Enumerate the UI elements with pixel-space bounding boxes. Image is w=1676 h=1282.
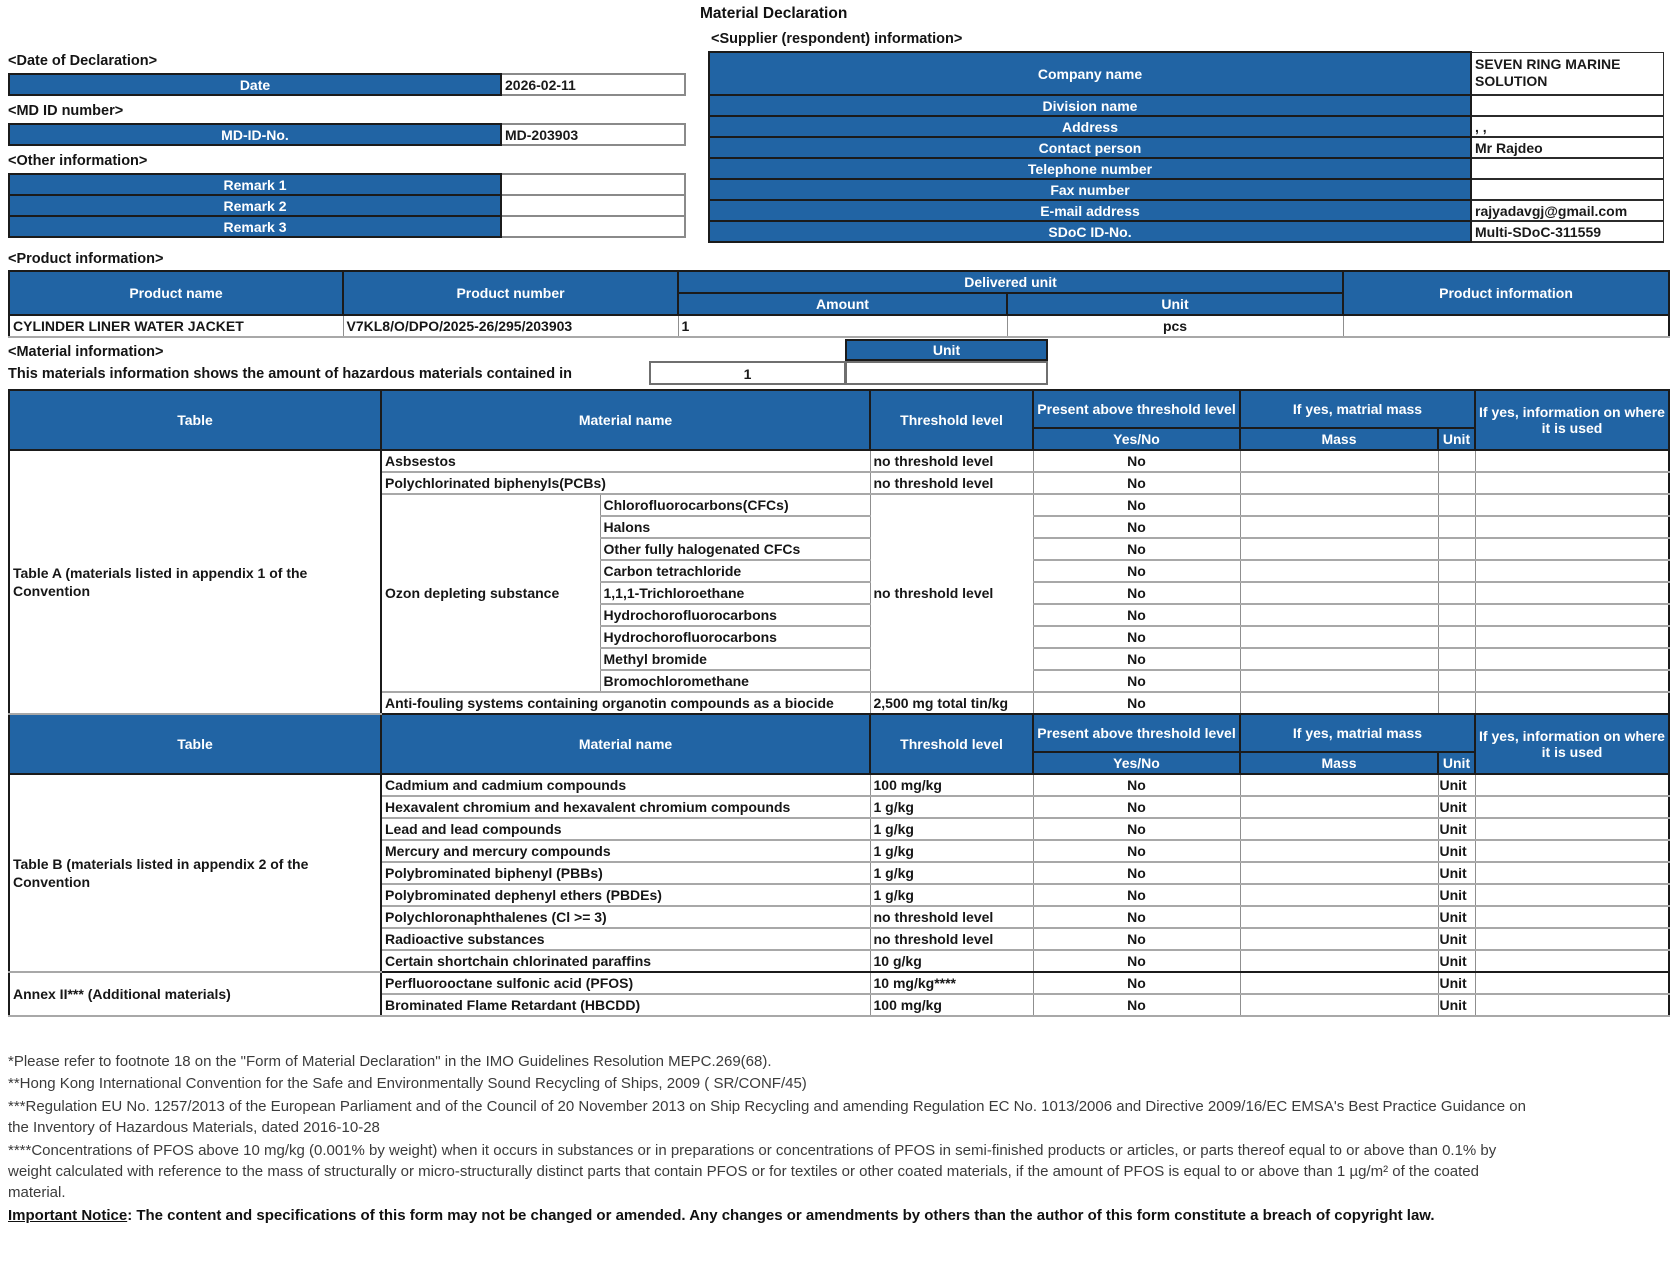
- threshold-cell: 1 g/kg: [870, 884, 1033, 906]
- email-value-cell[interactable]: rajyadavgj@gmail.com: [1471, 200, 1664, 221]
- table-row: [9, 315, 1669, 337]
- table-row: [709, 95, 1664, 116]
- remark-2-value-cell[interactable]: [501, 195, 685, 216]
- info-cell[interactable]: [1475, 472, 1669, 494]
- table-row: [9, 195, 685, 216]
- threshold-cell: no threshold level: [870, 472, 1033, 494]
- important-notice-text: : The content and specifications of this form may not be changed or amended. Any changes or amendments by others than the author of this form constitute a breach of copyright law.: [127, 1206, 1435, 1224]
- unit-cell[interactable]: [1438, 450, 1475, 472]
- present-cell[interactable]: No: [1033, 494, 1240, 516]
- table-row: [709, 158, 1664, 179]
- info-cell[interactable]: [1475, 862, 1669, 884]
- info-cell[interactable]: [1475, 972, 1669, 994]
- material-name-cell: Asbsestos: [381, 450, 870, 472]
- material-name-cell: Polychloronaphthalenes (Cl >= 3): [381, 906, 870, 928]
- md-id-section-heading: <MD ID number>: [8, 103, 124, 119]
- header-yes-no: Yes/No: [1033, 428, 1240, 450]
- material-name-cell: Lead and lead compounds: [381, 818, 870, 840]
- mass-cell[interactable]: [1240, 516, 1438, 538]
- header-threshold-level: Threshold level: [870, 714, 1033, 774]
- table-row: [709, 221, 1664, 242]
- mass-cell[interactable]: [1240, 818, 1438, 840]
- header-delivered-unit: Delivered unit: [678, 271, 1343, 293]
- footnote-2: **Hong Kong International Convention for the Safe and Environmentally Sound Recycling of Ships, 2009 ( SR/CONF/45): [8, 1075, 807, 1093]
- material-name-cell: Chlorofluorocarbons(CFCs): [600, 494, 870, 516]
- mass-cell[interactable]: [1240, 928, 1438, 950]
- material-name-cell: Anti-fouling systems containing organotin compounds as a biocide: [381, 692, 870, 714]
- contained-amount-cell[interactable]: 1: [649, 361, 846, 385]
- amount-cell[interactable]: 1: [678, 315, 1007, 337]
- division-name-label: Division name: [709, 95, 1471, 116]
- present-cell[interactable]: No: [1033, 472, 1240, 494]
- info-cell[interactable]: [1475, 840, 1669, 862]
- material-name-cell: Cadmium and cadmium compounds: [381, 774, 870, 796]
- unit-cell[interactable]: Unit: [1438, 994, 1475, 1016]
- info-cell[interactable]: [1475, 796, 1669, 818]
- mass-cell[interactable]: [1240, 692, 1438, 714]
- material-info-sentence: This materials information shows the amount of hazardous materials contained in: [8, 366, 572, 382]
- remarks-table: [8, 173, 686, 238]
- fax-value-cell[interactable]: [1471, 179, 1664, 200]
- present-cell[interactable]: No: [1033, 560, 1240, 582]
- present-cell[interactable]: No: [1033, 972, 1240, 994]
- unit-cell[interactable]: [1438, 538, 1475, 560]
- threshold-cell: 1 g/kg: [870, 818, 1033, 840]
- threshold-cell: 100 mg/kg: [870, 774, 1033, 796]
- present-cell[interactable]: No: [1033, 774, 1240, 796]
- unit-cell[interactable]: Unit: [1438, 840, 1475, 862]
- table-row: [9, 216, 685, 237]
- header-if-yes-info: If yes, information on where it is used: [1475, 714, 1669, 774]
- material-name-cell: 1,1,1-Trichloroethane: [600, 582, 870, 604]
- header-material-name: Material name: [381, 714, 870, 774]
- materials-table-header-a: [9, 390, 1669, 450]
- table-a-body: [9, 450, 1669, 714]
- mass-cell[interactable]: [1240, 840, 1438, 862]
- threshold-cell: 1 g/kg: [870, 840, 1033, 862]
- material-name-cell: Halons: [600, 516, 870, 538]
- present-cell[interactable]: No: [1033, 450, 1240, 472]
- date-table: [8, 73, 686, 96]
- threshold-cell: no threshold level: [870, 928, 1033, 950]
- product-information-cell[interactable]: [1343, 315, 1669, 337]
- header-if-yes-material-mass: If yes, matrial mass: [1240, 390, 1475, 428]
- telephone-label: Telephone number: [709, 158, 1471, 179]
- ozone-group-label: Ozon depleting substance: [381, 494, 600, 692]
- material-name-cell: Hexavalent chromium and hexavalent chromium compounds: [381, 796, 870, 818]
- present-cell[interactable]: No: [1033, 626, 1240, 648]
- header-if-yes-material-mass: If yes, matrial mass: [1240, 714, 1475, 752]
- info-cell[interactable]: [1475, 906, 1669, 928]
- product-name-cell[interactable]: CYLINDER LINER WATER JACKET: [9, 315, 343, 337]
- info-cell[interactable]: [1475, 560, 1669, 582]
- info-cell[interactable]: [1475, 884, 1669, 906]
- sdoc-id-label: SDoC ID-No.: [709, 221, 1471, 242]
- info-cell[interactable]: [1475, 648, 1669, 670]
- unit-cell[interactable]: [1438, 626, 1475, 648]
- material-name-cell: Hydrochorofluorocarbons: [600, 626, 870, 648]
- info-cell[interactable]: [1475, 494, 1669, 516]
- mass-cell[interactable]: [1240, 538, 1438, 560]
- table-row: [9, 972, 1669, 994]
- threshold-cell: no threshold level: [870, 906, 1033, 928]
- footnote-4: ****Concentrations of PFOS above 10 mg/kg (0.001% by weight) when it occurs in substances or in preparations or concentrations of PFOS in semi-finished products or articles, or parts thereof equal to or above than 0.1% by weight calculated with reference to the mass of structurally or micro-structurally distinct parts that contain PFOS or for textiles or other coated materials, if the amount of PFOS is equal to or above than 1 µg/m² of the coated material.: [8, 1141, 1497, 1202]
- header-present-above-threshold: Present above threshold level: [1033, 390, 1240, 428]
- mass-cell[interactable]: [1240, 604, 1438, 626]
- info-cell[interactable]: [1475, 692, 1669, 714]
- mass-cell[interactable]: [1240, 582, 1438, 604]
- table-row: [9, 450, 1669, 472]
- unit-cell[interactable]: Unit: [1438, 950, 1475, 972]
- present-cell[interactable]: No: [1033, 840, 1240, 862]
- info-cell[interactable]: [1475, 582, 1669, 604]
- mass-cell[interactable]: [1240, 994, 1438, 1016]
- material-name-cell: Perfluorooctane sulfonic acid (PFOS): [381, 972, 870, 994]
- unit-header: Unit: [845, 339, 1048, 361]
- info-cell[interactable]: [1475, 928, 1669, 950]
- material-section-heading: <Material information>: [8, 344, 164, 360]
- info-cell[interactable]: [1475, 774, 1669, 796]
- mass-cell[interactable]: [1240, 494, 1438, 516]
- table-a-label: Table A (materials listed in appendix 1 of the Convention: [9, 450, 381, 714]
- table-row: [709, 116, 1664, 137]
- threshold-cell: no threshold level: [870, 450, 1033, 472]
- material-name-cell: Bromochloromethane: [600, 670, 870, 692]
- contact-person-value-cell[interactable]: Mr Rajdeo: [1471, 137, 1664, 158]
- unit-cell[interactable]: Unit: [1438, 818, 1475, 840]
- unit-cell[interactable]: Unit: [1438, 796, 1475, 818]
- table-row: [9, 74, 685, 95]
- header-row: [9, 714, 1669, 752]
- address-value-cell[interactable]: , ,: [1471, 116, 1664, 137]
- present-cell[interactable]: No: [1033, 582, 1240, 604]
- header-product-number: Product number: [343, 271, 678, 315]
- md-id-value-cell[interactable]: MD-203903: [501, 124, 685, 145]
- contact-person-label: Contact person: [709, 137, 1471, 158]
- header-row: [9, 390, 1669, 428]
- info-cell[interactable]: [1475, 670, 1669, 692]
- mass-cell[interactable]: [1240, 560, 1438, 582]
- unit-cell[interactable]: Unit: [1438, 774, 1475, 796]
- declaration-section: [8, 52, 686, 244]
- materials-table: [8, 389, 1670, 1017]
- material-name-cell: Polybrominated biphenyl (PBBs): [381, 862, 870, 884]
- unit-cell[interactable]: [1438, 472, 1475, 494]
- table-row: [9, 124, 685, 145]
- header-threshold-level: Threshold level: [870, 390, 1033, 450]
- threshold-cell: 2,500 mg total tin/kg: [870, 692, 1033, 714]
- threshold-cell: 10 g/kg: [870, 950, 1033, 972]
- info-cell[interactable]: [1475, 538, 1669, 560]
- md-id-table: [8, 123, 686, 146]
- header-product-name: Product name: [9, 271, 343, 315]
- mass-cell[interactable]: [1240, 862, 1438, 884]
- mass-cell[interactable]: [1240, 972, 1438, 994]
- other-info-section-heading: <Other information>: [8, 153, 148, 169]
- unit-cell[interactable]: Unit: [1438, 972, 1475, 994]
- unit-cell[interactable]: Unit: [1438, 906, 1475, 928]
- annex-label: Annex II*** (Additional materials): [9, 972, 381, 1016]
- footnotes: [8, 1051, 1538, 1227]
- address-label: Address: [709, 116, 1471, 137]
- unit-cell[interactable]: [1438, 494, 1475, 516]
- present-cell[interactable]: No: [1033, 928, 1240, 950]
- remark-3-value-cell[interactable]: [501, 216, 685, 237]
- table-row: [709, 200, 1664, 221]
- mass-cell[interactable]: [1240, 670, 1438, 692]
- present-cell[interactable]: No: [1033, 906, 1240, 928]
- unit-cell[interactable]: [1438, 670, 1475, 692]
- present-cell[interactable]: No: [1033, 884, 1240, 906]
- supplier-section-heading: <Supplier (respondent) information>: [711, 31, 963, 47]
- header-table: Table: [9, 390, 381, 450]
- materials-table-header-b: [9, 714, 1669, 774]
- unit-cell[interactable]: Unit: [1438, 862, 1475, 884]
- material-name-cell: Other fully halogenated CFCs: [600, 538, 870, 560]
- supplier-table: [708, 51, 1664, 243]
- table-row: [709, 179, 1664, 200]
- threshold-cell: no threshold level: [870, 494, 1033, 692]
- present-cell[interactable]: No: [1033, 692, 1240, 714]
- telephone-value-cell[interactable]: [1471, 158, 1664, 179]
- header-material-name: Material name: [381, 390, 870, 450]
- remark-1-label: Remark 1: [9, 174, 501, 195]
- mass-cell[interactable]: [1240, 906, 1438, 928]
- mass-cell[interactable]: [1240, 472, 1438, 494]
- important-notice-label: Important Notice: [8, 1206, 128, 1224]
- header-mass: Mass: [1240, 752, 1438, 774]
- date-section-heading: <Date of Declaration>: [8, 53, 158, 69]
- page-title: Material Declaration: [700, 5, 848, 22]
- important-notice: [8, 1205, 1538, 1226]
- header-unit: Unit: [1007, 293, 1343, 315]
- sdoc-id-value-cell[interactable]: Multi-SDoC-311559: [1471, 221, 1664, 242]
- table-b-body: [9, 774, 1669, 972]
- footnote-1: *Please refer to footnote 18 on the "Form of Material Declaration" in the IMO Guidelines Resolution MEPC.269(68).: [8, 1053, 772, 1070]
- present-cell[interactable]: No: [1033, 604, 1240, 626]
- present-cell[interactable]: No: [1033, 516, 1240, 538]
- header-mass: Mass: [1240, 428, 1438, 450]
- product-number-cell[interactable]: V7KL8/O/DPO/2025-26/295/203903: [343, 315, 678, 337]
- info-cell[interactable]: [1475, 626, 1669, 648]
- material-name-cell: Polychlorinated biphenyls(PCBs): [381, 472, 870, 494]
- date-value-cell[interactable]: 2026-02-11: [501, 74, 685, 95]
- mass-cell[interactable]: [1240, 796, 1438, 818]
- info-cell[interactable]: [1475, 604, 1669, 626]
- present-cell[interactable]: No: [1033, 648, 1240, 670]
- company-name-value-cell[interactable]: SEVEN RING MARINE SOLUTION: [1471, 52, 1664, 95]
- unit-cell[interactable]: [1438, 604, 1475, 626]
- info-cell[interactable]: [1475, 950, 1669, 972]
- table-b-label: Table B (materials listed in appendix 2 of the Convention: [9, 774, 381, 972]
- unit-cell[interactable]: [1438, 516, 1475, 538]
- mass-cell[interactable]: [1240, 774, 1438, 796]
- material-name-cell: Methyl bromide: [600, 648, 870, 670]
- division-name-value-cell[interactable]: [1471, 95, 1664, 116]
- footnote-3: ***Regulation EU No. 1257/2013 of the European Parliament and of the Council of 20 November 2013 on Ship Recycling and amending Regulation EC No. 1013/2006 and Directive 2009/16/EC EMSA's Best Practice Guidance on the Inventory of Hazardous Materials, dated 2016-10-28: [8, 1097, 1526, 1137]
- company-name-label: Company name: [709, 52, 1471, 95]
- unit-cell[interactable]: [1438, 560, 1475, 582]
- info-cell[interactable]: [1475, 994, 1669, 1016]
- present-cell[interactable]: No: [1033, 862, 1240, 884]
- material-name-cell: Hydrochorofluorocarbons: [600, 604, 870, 626]
- table-row: [9, 774, 1669, 796]
- table-row: [709, 52, 1664, 95]
- threshold-cell: 10 mg/kg****: [870, 972, 1033, 994]
- info-cell[interactable]: [1475, 516, 1669, 538]
- unit-cell[interactable]: Unit: [1438, 928, 1475, 950]
- present-cell[interactable]: No: [1033, 950, 1240, 972]
- mass-cell[interactable]: [1240, 884, 1438, 906]
- header-row: [9, 271, 1669, 293]
- threshold-cell: 100 mg/kg: [870, 994, 1033, 1016]
- present-cell[interactable]: No: [1033, 670, 1240, 692]
- remark-3-label: Remark 3: [9, 216, 501, 237]
- present-cell[interactable]: No: [1033, 994, 1240, 1016]
- header-table: Table: [9, 714, 381, 774]
- header-yes-no: Yes/No: [1033, 752, 1240, 774]
- remark-1-value-cell[interactable]: [501, 174, 685, 195]
- material-name-cell: Radioactive substances: [381, 928, 870, 950]
- present-cell[interactable]: No: [1033, 796, 1240, 818]
- material-name-cell: Carbon tetrachloride: [600, 560, 870, 582]
- unit-cell[interactable]: [1438, 692, 1475, 714]
- header-if-yes-info: If yes, information on where it is used: [1475, 390, 1669, 450]
- table-row: [9, 174, 685, 195]
- material-name-cell: Mercury and mercury compounds: [381, 840, 870, 862]
- unit-cell[interactable]: pcs: [1007, 315, 1343, 337]
- material-name-cell: Polybrominated dephenyl ethers (PBDEs): [381, 884, 870, 906]
- annex-body: [9, 972, 1669, 1016]
- header-product-information: Product information: [1343, 271, 1669, 315]
- info-cell[interactable]: [1475, 450, 1669, 472]
- mass-cell[interactable]: [1240, 450, 1438, 472]
- header-amount: Amount: [678, 293, 1007, 315]
- info-cell[interactable]: [1475, 818, 1669, 840]
- product-section-heading: <Product information>: [8, 251, 164, 267]
- threshold-cell: 1 g/kg: [870, 862, 1033, 884]
- threshold-cell: 1 g/kg: [870, 796, 1033, 818]
- fax-label: Fax number: [709, 179, 1471, 200]
- product-table: [8, 270, 1670, 338]
- header-present-above-threshold: Present above threshold level: [1033, 714, 1240, 752]
- unit-cell[interactable]: [1438, 648, 1475, 670]
- material-name-cell: Certain shortchain chlorinated paraffins: [381, 950, 870, 972]
- mass-cell[interactable]: [1240, 648, 1438, 670]
- header-unit: Unit: [1438, 752, 1475, 774]
- md-id-label: MD-ID-No.: [9, 124, 501, 145]
- table-row: [709, 137, 1664, 158]
- present-cell[interactable]: No: [1033, 818, 1240, 840]
- date-label: Date: [9, 74, 501, 95]
- remark-2-label: Remark 2: [9, 195, 501, 216]
- present-cell[interactable]: No: [1033, 538, 1240, 560]
- header-unit: Unit: [1438, 428, 1475, 450]
- unit-cell[interactable]: Unit: [1438, 884, 1475, 906]
- unit-value-cell[interactable]: [845, 361, 1048, 385]
- material-name-cell: Brominated Flame Retardant (HBCDD): [381, 994, 870, 1016]
- mass-cell[interactable]: [1240, 626, 1438, 648]
- mass-cell[interactable]: [1240, 950, 1438, 972]
- email-label: E-mail address: [709, 200, 1471, 221]
- unit-cell[interactable]: [1438, 582, 1475, 604]
